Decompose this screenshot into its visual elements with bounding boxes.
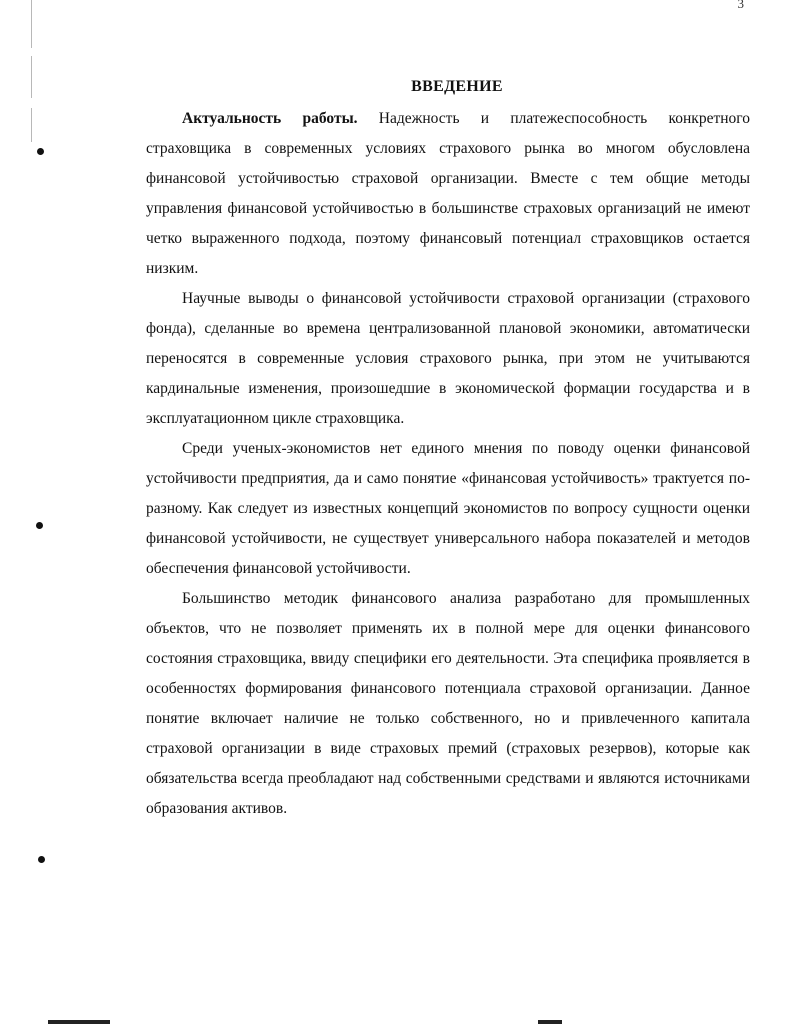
paragraph-lead: Актуальность работы. bbox=[182, 110, 358, 127]
punch-hole-mark bbox=[36, 522, 43, 529]
punch-hole-mark bbox=[37, 148, 44, 155]
paragraph-text: Надежность и платежеспособность конкретного страховщика в современных условиях страхового рынка во многом обусловлена финансовой устойчивостью страховой организации. Вместе с тем общие методы управления финансовой устойчивостью в большинстве страховых организаций не имеют четко выраженного подхода, поэтому финансовый потенциал страховщиков остается низким. bbox=[146, 110, 750, 277]
page-number: 3 bbox=[737, 0, 744, 11]
paragraph-text: Научные выводы о финансовой устойчивости страховой организации (страхового фонда), сделанные во времена централизованной плановой экономики, автоматически переносятся в современные условия страхового рынка, при этом не учитываются кардинальные изменения, произошедшие в экономической формации государства и в эксплуатационном цикле страховщика. bbox=[146, 290, 750, 427]
paragraph-text: Большинство методик финансового анализа разработано для промышленных объектов, что не позволяет применять их в полной мере для оценки финансового состояния страховщика, ввиду специфики его деятельности. Эта специфика проявляется в особенностях формирования финансового потенциала страховой организации. Данное понятие включает наличие не только собственного, но и привлеченного капитала страховой организации в виде страховых премий (страховых резервов), которые как обязательства всегда преобладают над собственными средствами и являются источниками образования активов. bbox=[146, 590, 750, 817]
margin-line bbox=[31, 0, 32, 48]
paragraph bbox=[146, 584, 750, 824]
paragraph bbox=[146, 104, 750, 284]
scan-artifact bbox=[538, 1020, 562, 1024]
section-heading: ВВЕДЕНИЕ bbox=[411, 78, 503, 95]
margin-line bbox=[31, 56, 32, 98]
document-body bbox=[146, 78, 750, 824]
margin-line bbox=[31, 108, 32, 142]
paragraph bbox=[146, 284, 750, 434]
punch-hole-mark bbox=[38, 856, 45, 863]
paragraph bbox=[146, 434, 750, 584]
scan-artifact bbox=[48, 1020, 110, 1024]
paragraph-text: Среди ученых-экономистов нет единого мнения по поводу оценки финансовой устойчивости предприятия, да и само понятие «финансовая устойчивость» трактуется по-разному. Как следует из известных концепций экономистов по вопросу сущности оценки финансовой устойчивости, не существует универсального набора показателей и методов обеспечения финансовой устойчивости. bbox=[146, 440, 750, 577]
